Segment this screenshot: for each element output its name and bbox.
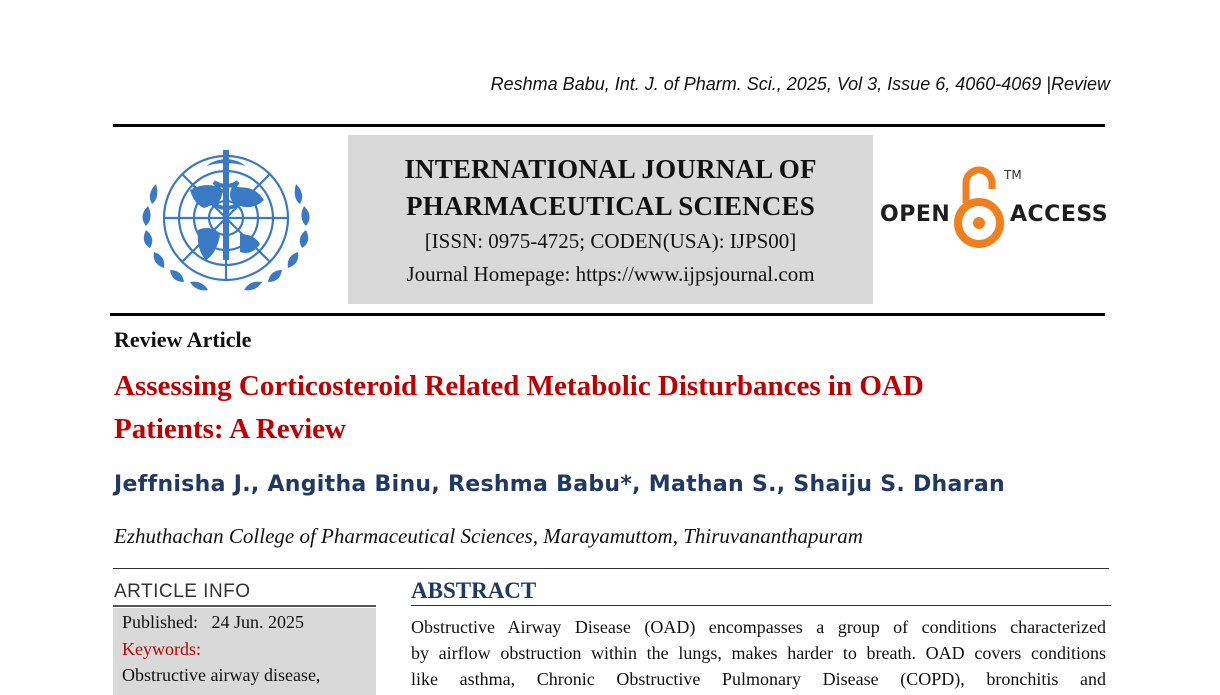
abstract-line: by airflow obstruction within the lungs, makes harder to breath. OAD covers conditions [411,643,1106,663]
article-title-line2: Patients: A Review [114,413,346,445]
published-row [122,612,304,633]
published-label: Published: [122,612,199,632]
header-bottom-rule [110,313,1105,316]
article-info-box [113,608,376,695]
keywords-label: Keywords: [122,639,201,659]
affiliation: Ezhuthachan College of Pharmaceutical Sciences, Marayamuttom, Thiruvananthapuram [114,524,863,548]
abstract-line: Obstructive Airway Disease (OAD) encompasses a group of conditions characterized [411,617,1106,637]
abstract-line: like asthma, Chronic Obstructive Pulmonary Disease (COPD), bronchitis and [411,669,1106,689]
abstract-rule [411,605,1111,606]
journal-title-box [348,135,873,304]
article-title-line1: Assessing Corticosteroid Related Metabolic Disturbances in OAD [114,370,924,402]
trademark-mark: TM [1004,168,1022,182]
open-access-open-word: OPEN [880,202,951,227]
header-top-rule [113,124,1105,127]
published-date: 24 Jun. 2025 [211,612,305,632]
abstract-heading: ABSTRACT [411,578,537,603]
journal-issn: [ISSN: 0975-4725; CODEN(USA): IJPS00] [424,229,797,253]
article-info-heading: ARTICLE INFO [114,581,251,602]
author-list: Jeffnisha J., Angitha Binu, Reshma Babu*, Mathan S., Shaiju S. Dharan [114,472,1005,497]
journal-title-line2: PHARMACEUTICAL SCIENCES [406,191,815,221]
keyword-item: Obstructive airway disease, [122,665,321,685]
section-divider [113,568,1109,569]
article-title [114,365,1074,451]
open-access-access-word: ACCESS [1010,202,1109,227]
open-access-logo [880,165,1109,250]
abstract-body [411,614,1106,692]
journal-title-line1: INTERNATIONAL JOURNAL OF [404,154,817,184]
journal-homepage-link[interactable]: Journal Homepage: https://www.ijpsjournal.com [406,262,815,286]
open-lock-icon [954,165,1004,250]
journal-emblem-logo [128,138,324,306]
running-head: Reshma Babu, Int. J. of Pharm. Sci., 2025, Vol 3, Issue 6, 4060-4069 |Review [490,74,1110,94]
article-type: Review Article [114,327,252,352]
article-info-rule [113,605,376,607]
